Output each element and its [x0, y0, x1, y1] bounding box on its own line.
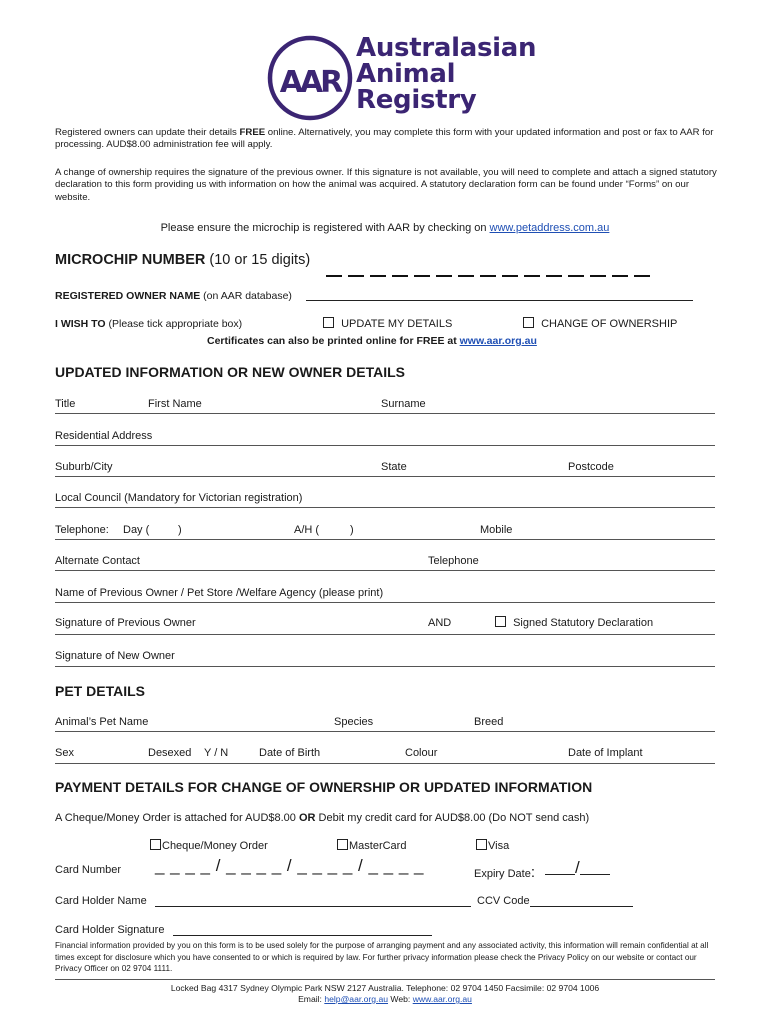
mobile-label: Mobile: [480, 524, 513, 536]
visa-option[interactable]: [476, 839, 509, 852]
previous-owner-signature-field[interactable]: [55, 634, 715, 635]
ah-paren-close: ): [350, 524, 354, 536]
intro-paragraph-2: A change of ownership requires the signature of the previous owner. If this signature is not available, you will need to complete and attach a signed statutory declaration to this form providing us with information on how the animal was acquired. A statutory declaration form can be found under “Forms” on our website.: [55, 167, 717, 203]
and-label: AND: [428, 617, 452, 629]
previous-owner-name-label: Name of Previous Owner / Pet Store /Welfare Agency (please print): [55, 587, 384, 599]
desexed-yn-option[interactable]: Y / N: [204, 747, 229, 759]
statutory-declaration-checkbox[interactable]: [495, 616, 506, 627]
update-details-label: UPDATE MY DETAILS: [341, 318, 453, 330]
ccv-field[interactable]: [530, 906, 633, 907]
surname-label: Surname: [381, 398, 426, 410]
footer-web-link[interactable]: www.aar.org.au: [412, 994, 472, 1004]
pet-name-label: Animal’s Pet Name: [55, 716, 149, 728]
dob-label: Date of Birth: [259, 747, 321, 759]
digit-slot[interactable]: [370, 275, 386, 277]
payment-method-line: [55, 812, 589, 824]
card-holder-name-label: Card Holder Name: [55, 895, 147, 907]
first-name-label: First Name: [148, 398, 202, 410]
cheque-label: Cheque/Money Order: [162, 840, 268, 852]
footer-email-label: Email:: [298, 994, 325, 1004]
microchip-label-bold: MICROCHIP NUMBER: [55, 252, 206, 268]
check-text: Please ensure the microchip is registered with AAR by checking on: [160, 222, 490, 234]
digit-slot[interactable]: [546, 275, 562, 277]
card-holder-signature-field[interactable]: [173, 935, 432, 936]
microchip-label: [55, 252, 310, 268]
expiry-month-field[interactable]: [545, 863, 575, 875]
statutory-declaration-label: Signed Statutory Declaration: [513, 617, 654, 629]
change-ownership-label: CHANGE OF OWNERSHIP: [541, 318, 678, 330]
statutory-declaration-option[interactable]: [495, 616, 653, 629]
update-details-checkbox[interactable]: [323, 317, 334, 328]
mastercard-label: MasterCard: [349, 840, 407, 852]
cert-text: Certificates can also be printed online for FREE at: [207, 335, 460, 347]
wish-label-rest: (Please tick appropriate box): [105, 318, 243, 330]
local-council-label: Local Council (Mandatory for Victorian registration): [55, 492, 303, 504]
registered-owner-field[interactable]: [306, 300, 693, 301]
microchip-digit-fields[interactable]: [326, 262, 656, 280]
new-owner-signature-field[interactable]: [55, 666, 715, 667]
digit-slot[interactable]: [326, 275, 342, 277]
telephone-label: Telephone:: [55, 524, 109, 536]
payment-line-or: OR: [298, 812, 316, 824]
intro-p1-b: online. Alternatively, you may complete this form with your updated information and post or fax to AAR for processing. AUD$8.00 administration fee will apply.: [55, 127, 714, 151]
card-number-label: Card Number: [55, 864, 122, 876]
digit-slot[interactable]: [590, 275, 606, 277]
postcode-label: Postcode: [568, 461, 614, 473]
visa-label: Visa: [488, 840, 510, 852]
digit-slot[interactable]: [480, 275, 496, 277]
change-ownership-checkbox[interactable]: [523, 317, 534, 328]
residential-address-label: Residential Address: [55, 430, 153, 442]
digit-slot[interactable]: [414, 275, 430, 277]
payment-line-a: A Cheque/Money Order is attached for AUD$8.00: [55, 812, 299, 824]
intro-paragraph-1: [55, 127, 720, 152]
name-field-line[interactable]: [55, 413, 715, 414]
alternate-contact-label: Alternate Contact: [55, 555, 140, 567]
telephone-field-line[interactable]: [55, 539, 715, 540]
colour-label: Colour: [405, 747, 438, 759]
day-label: Day (: [123, 524, 150, 536]
digit-slot[interactable]: [524, 275, 540, 277]
new-owner-signature-label: Signature of New Owner: [55, 650, 175, 662]
mastercard-option[interactable]: [337, 839, 406, 852]
section-owner-details-heading: UPDATED INFORMATION OR NEW OWNER DETAILS: [55, 364, 405, 380]
registered-owner-label: [55, 290, 292, 302]
footer-web-label: Web:: [388, 994, 413, 1004]
pet-name-field-line[interactable]: [55, 731, 715, 732]
microchip-label-rest: (10 or 15 digits): [205, 252, 311, 268]
check-registration-line: [0, 222, 770, 234]
aar-link[interactable]: www.aar.org.au: [459, 335, 537, 347]
digit-slot[interactable]: [392, 275, 408, 277]
previous-owner-name-field[interactable]: [55, 602, 715, 603]
state-label: State: [381, 461, 407, 473]
owner-label-rest: (on AAR database): [200, 290, 292, 302]
implant-date-label: Date of Implant: [568, 747, 643, 759]
petaddress-link[interactable]: www.petaddress.com.au: [489, 222, 610, 234]
section-payment-heading: PAYMENT DETAILS FOR CHANGE OF OWNERSHIP OR UPDATED INFORMATION: [55, 779, 593, 795]
update-details-option[interactable]: [323, 317, 452, 330]
digit-slot[interactable]: [612, 275, 628, 277]
local-council-field[interactable]: [55, 507, 715, 508]
previous-owner-signature-label: Signature of Previous Owner: [55, 617, 196, 629]
visa-checkbox[interactable]: [476, 839, 487, 850]
expiry-label-text: Expiry Date: [474, 868, 531, 880]
suburb-field-line[interactable]: [55, 476, 715, 477]
residential-address-field[interactable]: [55, 445, 715, 446]
footer-email-link[interactable]: help@aar.org.au: [324, 994, 389, 1004]
species-label: Species: [334, 716, 374, 728]
svg-text:AAR: AAR: [279, 65, 341, 100]
breed-label: Breed: [474, 716, 504, 728]
expiry-slash: /: [575, 858, 580, 877]
footer-divider: [55, 979, 715, 980]
title-label: Title: [55, 398, 76, 410]
ah-label: A/H (: [294, 524, 320, 536]
card-holder-name-field[interactable]: [155, 906, 471, 907]
wish-label-bold: I WISH TO: [55, 318, 106, 330]
intro-p1-bold: FREE: [239, 127, 266, 138]
footer-contact: [0, 994, 770, 1005]
cheque-option[interactable]: [150, 839, 268, 852]
expiry-colon: :: [530, 864, 536, 881]
digit-slot[interactable]: [502, 275, 518, 277]
wish-label: [55, 318, 242, 330]
digit-slot[interactable]: [568, 275, 584, 277]
logo-line-3: Registry: [356, 85, 477, 115]
certificates-note: [207, 335, 537, 347]
mastercard-checkbox[interactable]: [337, 839, 348, 850]
footer-address: Locked Bag 4317 Sydney Olympic Park NSW 2127 Australia. Telephone: 02 9704 1450 Facsimile: 02 9704 1006: [170, 983, 600, 993]
expiry-date-field[interactable]: [545, 858, 610, 878]
suburb-label: Suburb/City: [55, 461, 113, 473]
expiry-label: [474, 864, 535, 881]
card-number-field[interactable]: _ _ _ _ / _ _ _ _ / _ _ _ _ / _ _ _ _: [155, 856, 424, 875]
card-holder-signature-label: Card Holder Signature: [55, 924, 165, 936]
cheque-checkbox[interactable]: [150, 839, 161, 850]
desexed-label: Desexed: [148, 747, 192, 759]
change-ownership-option[interactable]: [523, 317, 677, 330]
section-pet-details-heading: PET DETAILS: [55, 683, 145, 699]
aar-logo-mark: [267, 35, 353, 121]
day-paren-close: ): [178, 524, 182, 536]
ccv-label: CCV Code: [477, 895, 530, 907]
sex-label: Sex: [55, 747, 74, 759]
digit-slot[interactable]: [348, 275, 364, 277]
privacy-notice: Financial information provided by you on this form is to be used solely for the purpose of arranging payment and any associated activity, this information will remain confidential at all times except for disclosure which you have consented to or which is required by law. For further privacy information please check the Privacy Policy on our website or contact our Privacy Officer on 02 9704 1111.: [55, 941, 709, 973]
logo-line-1: Australasian: [356, 33, 537, 63]
alternate-contact-field[interactable]: [55, 570, 715, 571]
pet-sex-field-line[interactable]: [55, 763, 715, 764]
digit-slot[interactable]: [436, 275, 452, 277]
expiry-year-field[interactable]: [580, 863, 610, 875]
owner-label-bold: REGISTERED OWNER NAME: [55, 290, 201, 302]
logo-line-2: Animal: [356, 59, 456, 89]
digit-slot[interactable]: [458, 275, 474, 277]
payment-line-b: Debit my credit card for AUD$8.00 (Do NOT send cash): [315, 812, 590, 824]
alternate-telephone-label: Telephone: [428, 555, 479, 567]
digit-slot[interactable]: [634, 275, 650, 277]
intro-p1-a: Registered owners can update their details: [55, 127, 240, 138]
